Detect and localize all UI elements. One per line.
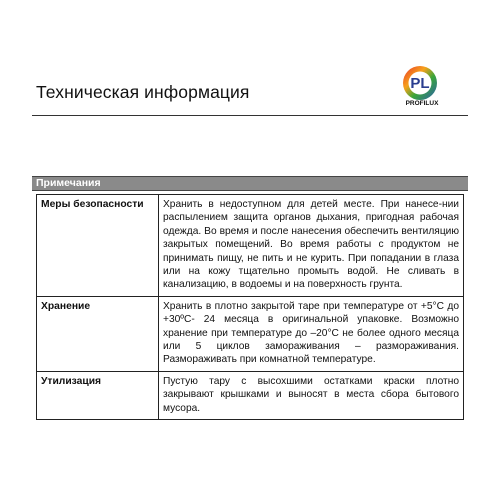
notes-table [36,194,464,420]
table-row [37,371,464,419]
svg-text:PL: PL [410,75,430,92]
logo-caption: PROFILUX [405,100,439,107]
header-divider [32,115,468,116]
row-label: Утилизация [37,371,159,419]
section-header [32,176,468,191]
section-title: Примечания [36,177,101,189]
row-label: Хранение [37,296,159,371]
table-row [37,195,464,297]
row-content: Пустую тару с высохшими остатками краски плотно закрывают крышками и выносят в места сбора бытового мусора. [159,371,464,419]
row-label: Меры безопасности [37,195,159,297]
page-title: Техническая информация [36,82,250,102]
table-row [37,296,464,371]
row-content: Хранить в недоступном для детей месте. При нанесе-нии распылением защита органов дыхания, пригодная рабочая одежда. Во время и после нанесения обеспечить вентиляцию закрытых помещений. Во время работы с продуктом не принимать пищу, не пить и не курить. При попадании в глаза или на кожу тщательно промыть водой. Не сливать в канализацию, в водоемы и на поверхность грунта. [159,195,464,297]
row-content: Хранить в плотно закрытой таре при температуре от +5°С до +30ºС- 24 месяца в оригинальной упаковке. Возможно хранение при температуре до –20°С не более одного месяца или 5 циклов замораживания – размораживания. Размораживать при комнатной температуре. [159,296,464,371]
